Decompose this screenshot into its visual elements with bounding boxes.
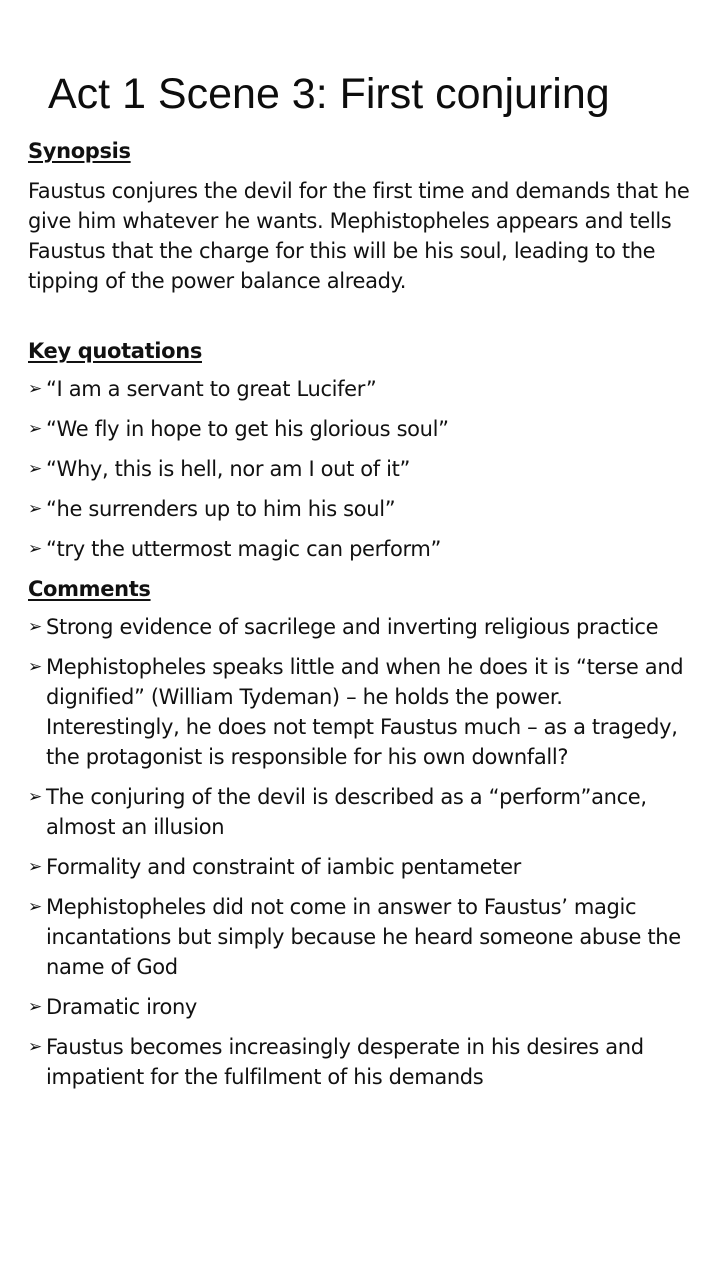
comment-text: Dramatic irony	[46, 995, 197, 1019]
comment-item	[28, 992, 698, 1022]
arrowhead-bullet-icon: ➢	[28, 539, 42, 559]
comment-text: Formality and constraint of iambic pentameter	[46, 855, 521, 879]
section-spacer	[28, 296, 698, 336]
page-title: Act 1 Scene 3: First conjuring	[48, 70, 610, 118]
quotation-text: “I am a servant to great Lucifer”	[46, 377, 377, 401]
quotation-text: “try the uttermost magic can perform”	[46, 537, 441, 561]
arrowhead-bullet-icon: ➢	[28, 787, 42, 807]
arrowhead-bullet-icon: ➢	[28, 419, 42, 439]
quotation-item	[28, 374, 698, 404]
arrowhead-bullet-icon: ➢	[28, 499, 42, 519]
slide-content	[28, 136, 698, 1102]
comments-list	[28, 612, 698, 1092]
arrowhead-bullet-icon: ➢	[28, 1037, 42, 1057]
comment-item	[28, 1032, 698, 1092]
quotation-text: “he surrenders up to him his soul”	[46, 497, 396, 521]
comment-item	[28, 892, 698, 982]
synopsis-heading: Synopsis	[28, 139, 131, 163]
arrowhead-bullet-icon: ➢	[28, 857, 42, 877]
comment-item	[28, 852, 698, 882]
quotation-text: “Why, this is hell, nor am I out of it”	[46, 457, 411, 481]
arrowhead-bullet-icon: ➢	[28, 459, 42, 479]
synopsis-text: Faustus conjures the devil for the first time and demands that he give him whatever he wants. Mephistopheles appears and tells Faustus that the charge for this will be his soul, leading to the tipping of the power balance already.	[28, 179, 690, 293]
comment-item	[28, 612, 698, 642]
comment-text: Faustus becomes increasingly desperate in his desires and impatient for the fulfilment of his demands	[46, 1035, 644, 1089]
quotation-text: “We fly in hope to get his glorious soul”	[46, 417, 449, 441]
comment-text: The conjuring of the devil is described as a “perform”ance, almost an illusion	[46, 785, 647, 839]
arrowhead-bullet-icon: ➢	[28, 997, 42, 1017]
comment-text: Strong evidence of sacrilege and inverting religious practice	[46, 615, 659, 639]
key-quotations-list	[28, 374, 698, 564]
comment-text: Mephistopheles did not come in answer to Faustus’ magic incantations but simply because he heard someone abuse the name of God	[46, 895, 681, 979]
comment-item	[28, 652, 698, 772]
quotation-item	[28, 454, 698, 484]
key-quotations-heading: Key quotations	[28, 339, 202, 363]
arrowhead-bullet-icon: ➢	[28, 379, 42, 399]
quotation-item	[28, 534, 698, 564]
comment-item	[28, 782, 698, 842]
comments-heading: Comments	[28, 577, 151, 601]
comment-text: Mephistopheles speaks little and when he does it is “terse and dignified” (William Tydeman) – he holds the power. Interestingly, he does not tempt Faustus much – as a tragedy, the protagonist is responsible for his own downfall?	[46, 655, 684, 769]
quotation-item	[28, 494, 698, 524]
quotation-item	[28, 414, 698, 444]
arrowhead-bullet-icon: ➢	[28, 617, 42, 637]
arrowhead-bullet-icon: ➢	[28, 657, 42, 677]
arrowhead-bullet-icon: ➢	[28, 897, 42, 917]
